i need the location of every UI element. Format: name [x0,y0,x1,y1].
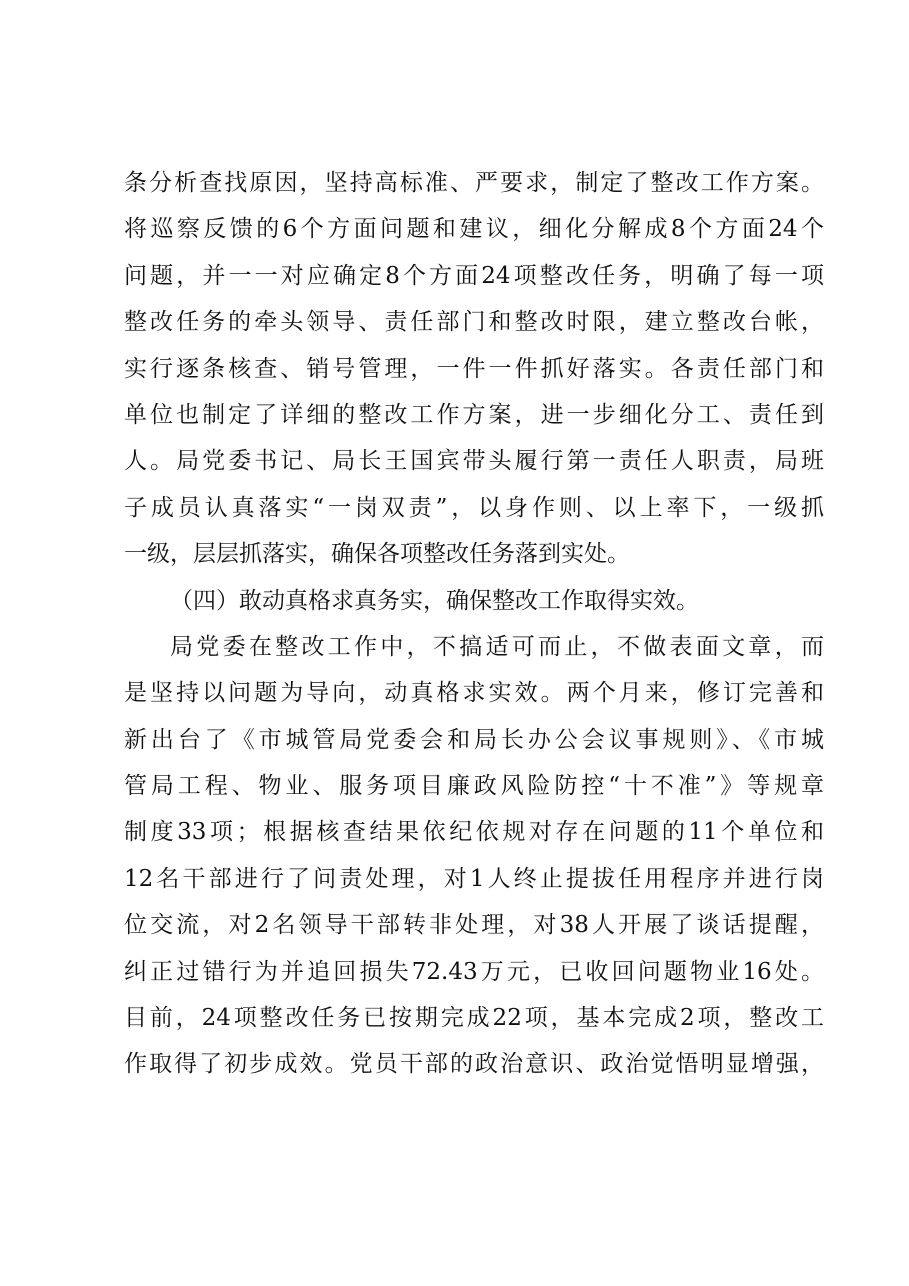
text-line: 是坚持以问题为导向，动真格求实效。两个月来，修订完善和 [124,680,824,707]
text-line: 将巡察反馈的6个方面问题和建议，细化分解成8个方面24个 [124,216,824,243]
text-line: 整改任务的牵头领导、责任部门和整改时限，建立整改台帐， [124,309,824,336]
text-line: 位交流，对2名领导干部转非处理，对38人开展了谈话提醒， [124,912,824,939]
text-line: 人。局党委书记、局长王国宾带头履行第一责任人职责，局班 [124,448,824,475]
text-line: 一级，层层抓落实，确保各项整改任务落到实处。 [124,541,630,568]
section-heading: （四）敢动真格求真务实，确保整改工作取得实效。 [170,587,699,614]
text-line: 实行逐条核查、销号管理，一件一件抓好落实。各责任部门和 [124,355,824,382]
text-line: 条分析查找原因，坚持高标准、严要求，制定了整改工作方案。 [124,170,824,196]
paragraph-results [124,624,824,1088]
text-line: 目前，24项整改任务已按期完成22项，基本完成2项，整改工 [124,1005,824,1032]
section-heading-4 [124,578,824,624]
text-line: 局党委在整改工作中，不搞适可而止，不做表面文章，而 [170,633,824,660]
document-body [124,160,824,1088]
text-line: 12名干部进行了问责处理，对1人终止提拔任用程序并进行岗 [124,865,824,892]
text-line: 纠正过错行为并追回损失72.43万元，已收回问题物业16处。 [124,958,824,985]
text-line: 制度33项；根据核查结果依纪依规对存在问题的11个单位和 [124,819,824,846]
text-line: 作取得了初步成效。党员干部的政治意识、政治觉悟明显增强， [124,1051,824,1078]
text-line: 管局工程、物业、服务项目廉政风险防控“十不准”》等规章 [124,773,824,800]
text-line: 新出台了《市城管局党委会和局长办公会议事规则》、《市城 [124,726,824,753]
text-line: 问题，并一一对应确定8个方面24项整改任务，明确了每一项 [124,262,824,289]
text-line: 子成员认真落实“一岗双责”，以身作则、以上率下，一级抓 [124,494,824,521]
text-line: 单位也制定了详细的整改工作方案，进一步细化分工、责任到 [124,401,824,428]
paragraph-responsibility [124,160,824,578]
